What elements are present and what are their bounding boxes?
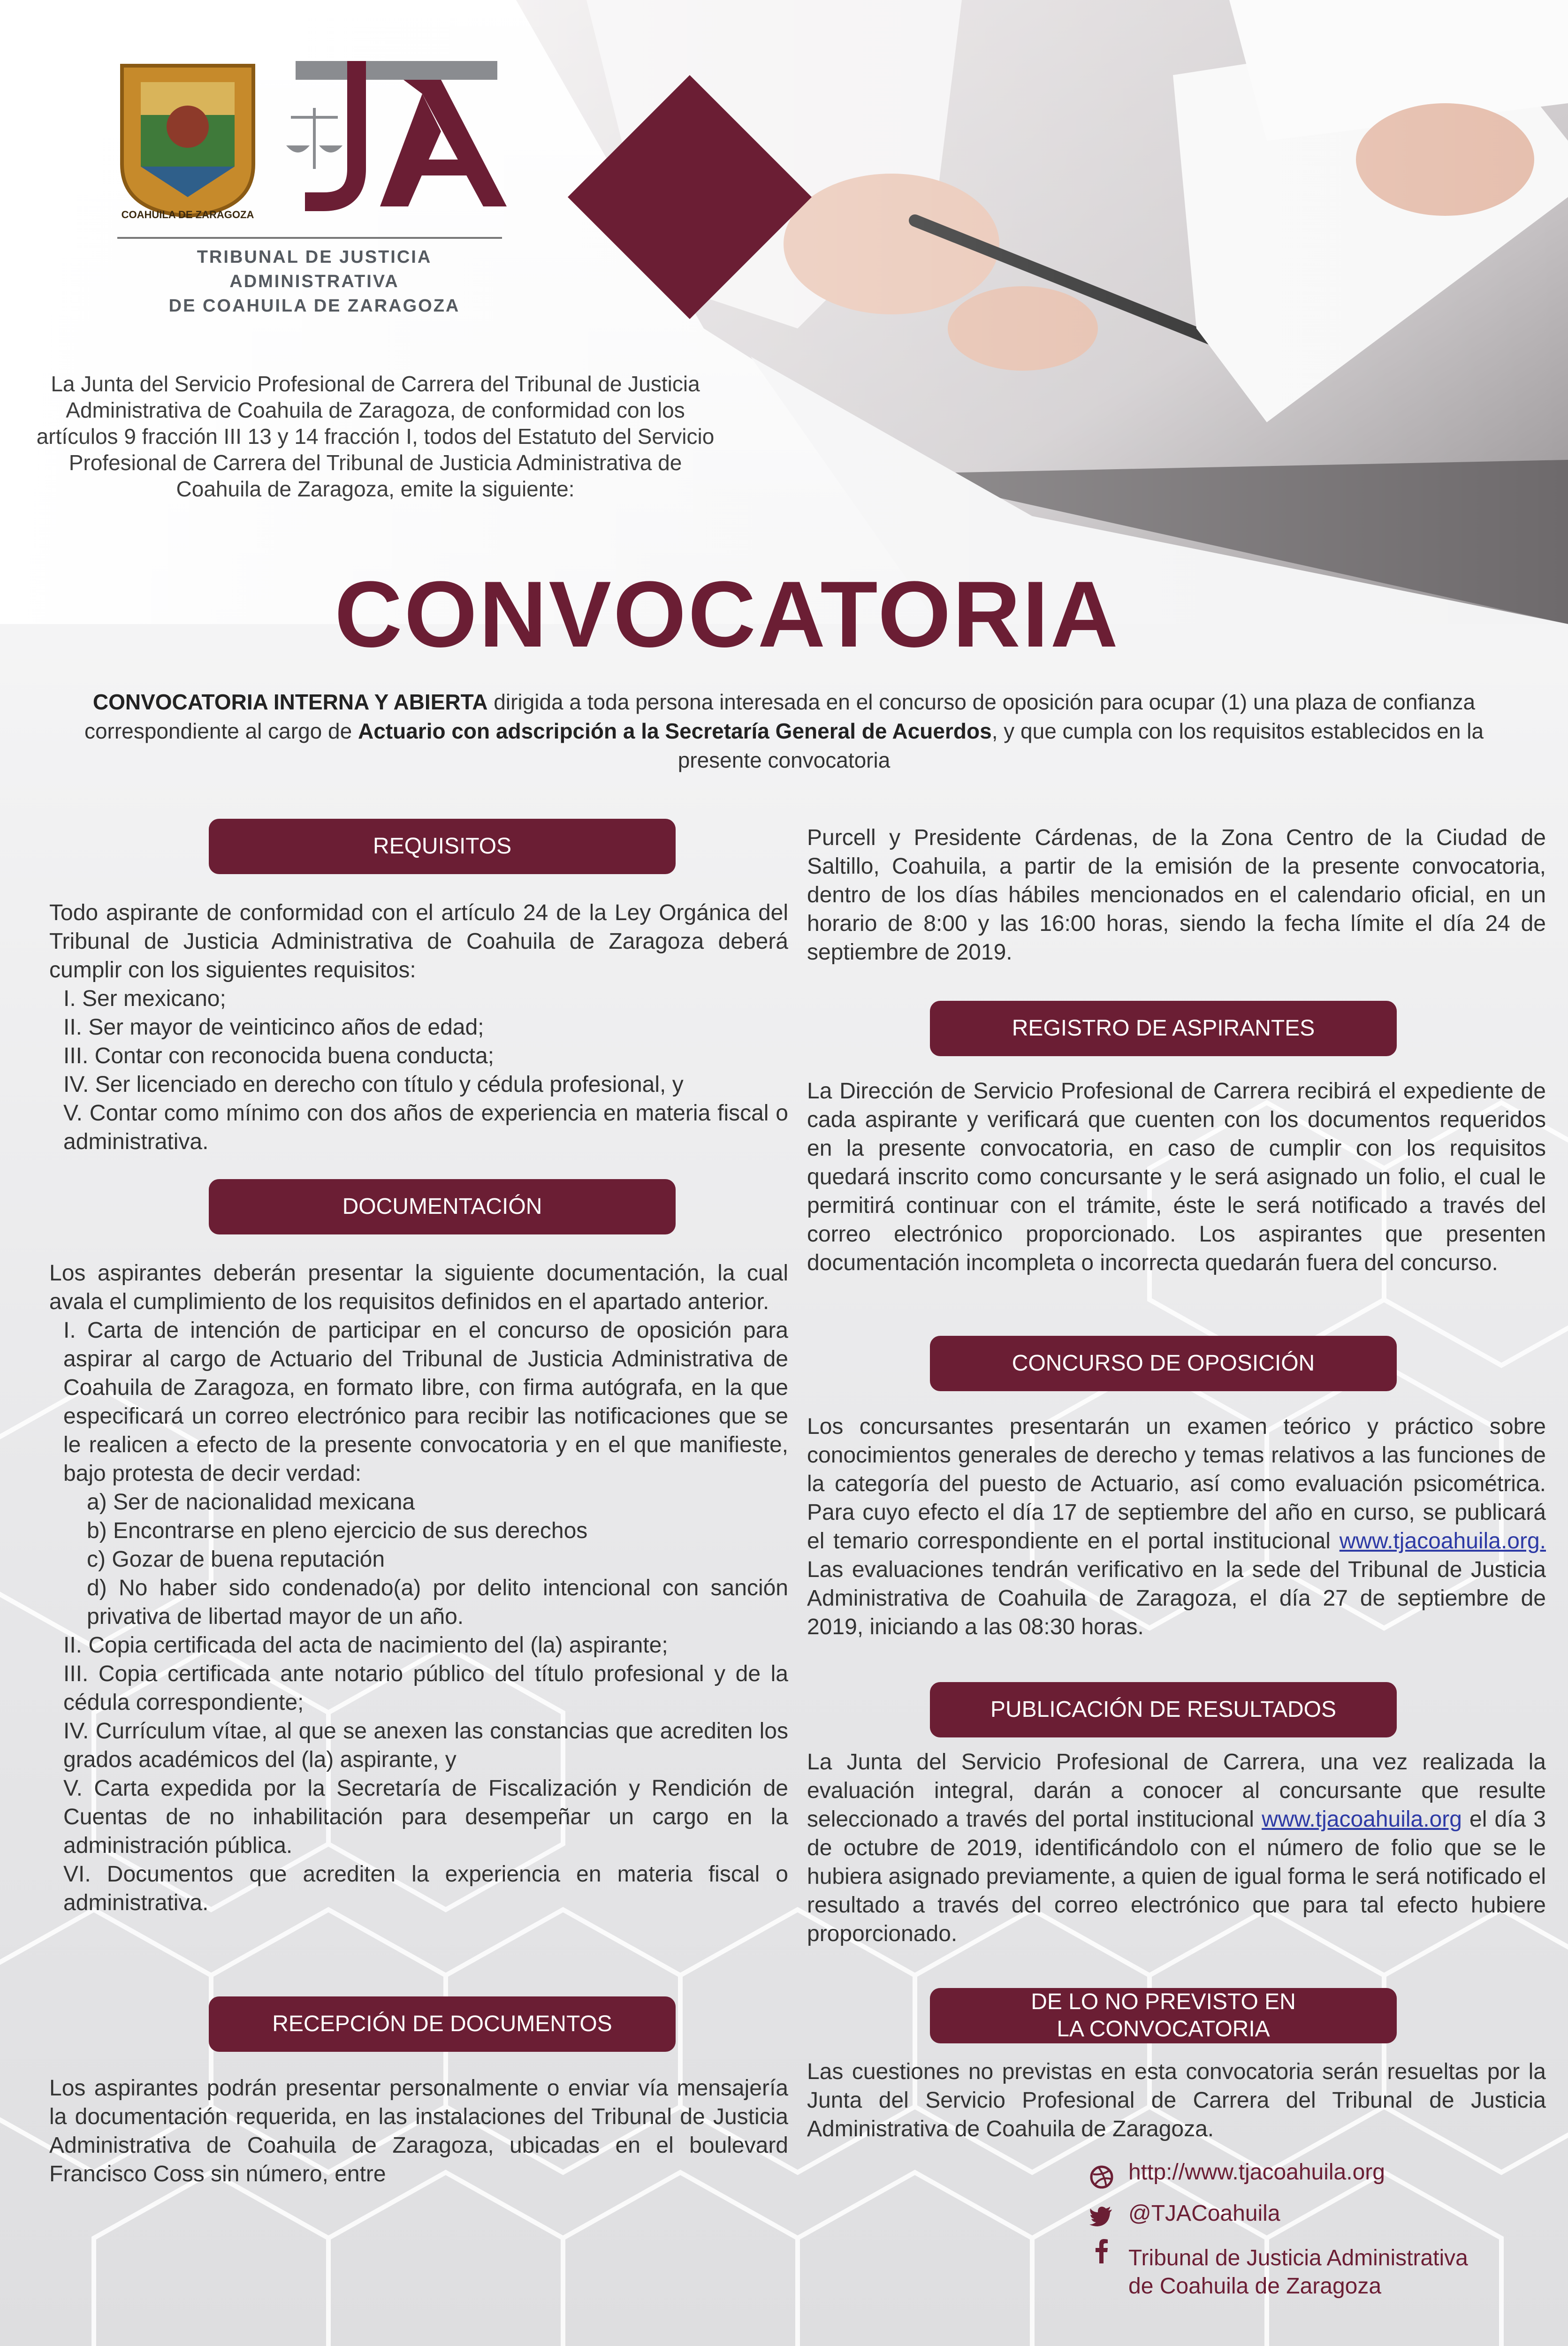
documentacion-item: III. Copia certificada ante notario público del título profesional y de la cédula correspondiente; [63,1661,788,1715]
heading-registro: REGISTRO DE ASPIRANTES [930,1001,1397,1056]
recepcion-body-left: Los aspirantes podrán presentar personalmente o enviar vía mensajería la documentación requerida, en las instalaciones del Tribunal de Justicia Administrativa de Coahuila de Zaragoza, ubicadas en el boulevard Francisco Coss sin número, entre [49,2076,788,2186]
dribbble-icon [1088,2164,1115,2190]
lead-bold-1: CONVOCATORIA INTERNA Y ABIERTA [92,690,488,714]
requisito-item: IV. Ser licenciado en derecho con título y cédula profesional, y [63,1072,684,1097]
decorative-diamond [568,75,812,319]
recepcion-body-right: Purcell y Presidente Cárdenas, de la Zona Centro de la Ciudad de Saltillo, Coahuila, a partir de la emisión de la presente convocatoria, dentro de los días hábiles mencionados en el calendario oficial, en un horario de 8:00 y las 16:00 horas, siendo la fecha límite el día 24 de septiembre de 2019. [807,825,1546,965]
resultados-text-1: La Junta del Servicio Profesional de Carrera, una vez realizada la evaluación integral, darán a conocer al concursante que resulte seleccionado a través del portal institucional [807,1750,1546,1832]
documentacion-subitem: c) Gozar de buena reputación [87,1547,385,1572]
requisito-item: V. Contar como mínimo con dos años de experiencia en materia fiscal o administrativa. [63,1101,788,1154]
concurso-body [807,1412,1546,1641]
heading-no-previsto [930,1988,1397,2043]
coahuila-seal-icon [113,52,516,239]
documentacion-subitem: a) Ser de nacionalidad mexicana [87,1490,415,1515]
documentacion-item: VI. Documentos que acrediten la experiencia en materia fiscal o administrativa. [63,1862,788,1915]
logo-divider [117,237,502,239]
page-title: CONVOCATORIA [335,562,1120,667]
seal-text: COAHUILA DE ZARAGOZA [121,209,254,221]
facebook-icon [1088,2238,1115,2264]
documentacion-subitem: d) No haber sido condenado(a) por delito intencional con sanción privativa de libertad mayor de un año. [87,1576,788,1629]
concurso-text-1: Los concursantes presentarán un examen teórico y práctico sobre conocimientos generales de derecho y temas relativos a las funciones de la categoría del puesto de Actuario, así como evaluación psicométrica. Para cuyo efecto el día 17 de septiembre del año en curso, se publicará el temario correspondiente en el portal institucional [807,1414,1546,1554]
heading-no-previsto-line-1: DE LO NO PREVISTO EN [1031,1989,1296,2014]
registro-body: La Dirección de Servicio Profesional de Carrera recibirá el expediente de cada aspirante y verificará que cuenten con los documentos requeridos en la presente convocatoria, en caso de cumplir con los requisitos quedará inscrito como concursante y le será asignado un folio, el cual le permitirá continuar con el trámite, éste le será notificado a través del correo electrónico proporcionado. Los aspirantes que presenten documentación incompleta o incorrecta quedarán fuera del concurso. [807,1079,1546,1275]
facebook-page[interactable] [1128,2244,1468,2300]
portal-link[interactable]: www.tjacoahuila.org [1262,1807,1462,1832]
institution-line-1: TRIBUNAL DE JUSTICIA ADMINISTRATIVA [197,247,432,291]
resultados-body [807,1748,1546,1948]
heading-documentacion: DOCUMENTACIÓN [209,1179,676,1234]
documentacion-subitem: b) Encontrarse en pleno ejercicio de sus derechos [87,1518,588,1543]
documentacion-item: I. Carta de intención de participar en el concurso de oposición para aspirar al cargo de Actuario del Tribunal de Justicia Administrativa de Coahuila de Zaragoza, en formato libre, con firma autógrafa, en la que especificará un correo electrónico para recibir las notificaciones que se le realicen a efecto de la presente convocatoria y en el que manifieste, bajo protesta de decir verdad: [63,1318,788,1486]
heading-concurso: CONCURSO DE OPOSICIÓN [930,1336,1397,1391]
website-link[interactable]: http://www.tjacoahuila.org [1128,2160,1385,2185]
twitter-icon [1088,2203,1115,2229]
documentacion-body [49,1259,788,1917]
lead-bold-2: Actuario con adscripción a la Secretaría General de Acuerdos [358,719,992,743]
facebook-page-line-1: Tribunal de Justicia Administrativa [1128,2246,1468,2270]
documentacion-item: II. Copia certificada del acta de nacimiento del (la) aspirante; [63,1633,668,1658]
no-previsto-body: Las cuestiones no previstas en esta convocatoria serán resueltas por la Junta del Servicio Profesional de Carrera del Tribunal de Justicia Administrativa de Coahuila de Zaragoza. [807,2059,1546,2141]
documentacion-intro: Los aspirantes deberán presentar la siguiente documentación, la cual avala el cumplimiento de los requisitos definidos en el apartado anterior. [49,1261,788,1314]
requisito-item: I. Ser mexicano; [63,986,226,1011]
requisito-item: II. Ser mayor de veinticinco años de edad; [63,1015,484,1040]
requisitos-intro: Todo aspirante de conformidad con el artículo 24 de la Ley Orgánica del Tribunal de Justicia Administrativa de Coahuila de Zaragoza deberá cumplir con los siguientes requisitos: [49,900,788,983]
institution-line-2: DE COAHUILA DE ZARAGOZA [168,296,460,316]
lead-text-1: dirigida a toda persona interesada en el concurso de oposición para ocupar (1) una plaza de confianza correspondiente al cargo de [84,690,1476,743]
heading-resultados: PUBLICACIÓN DE RESULTADOS [930,1682,1397,1737]
twitter-handle[interactable]: @TJACoahuila [1128,2201,1280,2226]
documentacion-item: IV. Currículum vítae, al que se anexen las constancias que acrediten los grados académicos del (la) aspirante, y [63,1719,788,1772]
lead-text-2: , y que cumpla con los requisitos establecidos en la presente convocatoria [677,719,1484,772]
facebook-page-line-2: de Coahuila de Zaragoza [1128,2274,1382,2299]
resultados-text-2: el día 3 de octubre de 2019, identificándolo con el número de folio que se le hubiera asignado previamente, a quien de igual forma le será notificado el resultado a través del correo electrónico que para tal efecto hubiere proporcionado. [807,1807,1546,1946]
lead-paragraph [47,687,1521,775]
heading-no-previsto-line-2: LA CONVOCATORIA [1057,2017,1270,2041]
heading-recepcion: RECEPCIÓN DE DOCUMENTOS [209,1996,676,2052]
heading-requisitos: REQUISITOS [209,819,676,874]
requisitos-body [49,899,788,1156]
documentacion-item: V. Carta expedida por la Secretaría de Fiscalización y Rendición de Cuentas de no inhabilitación para desempeñar un cargo en la administración pública. [63,1776,788,1858]
intro-paragraph: La Junta del Servicio Profesional de Carrera del Tribunal de Justicia Administrativa de Coahuila de Zaragoza, de conformidad con los artículos 9 fracción III 13 y 14 fracción I, todos del Estatuto del Servicio Profesional de Carrera del Tribunal de Justicia Administrativa de Coahuila de Zaragoza, emite la siguiente: [36,372,715,501]
requisito-item: III. Contar con reconocida buena conducta; [63,1044,494,1068]
institution-name [113,245,516,318]
portal-link[interactable]: www.tjacoahuila.org. [1339,1529,1546,1554]
concurso-text-2: Las evaluaciones tendrán verificativo en la sede del Tribunal de Justicia Administrativa de Coahuila de Zaragoza, el día 27 de septiembre de 2019, iniciando a las 08:30 horas. [807,1557,1546,1639]
